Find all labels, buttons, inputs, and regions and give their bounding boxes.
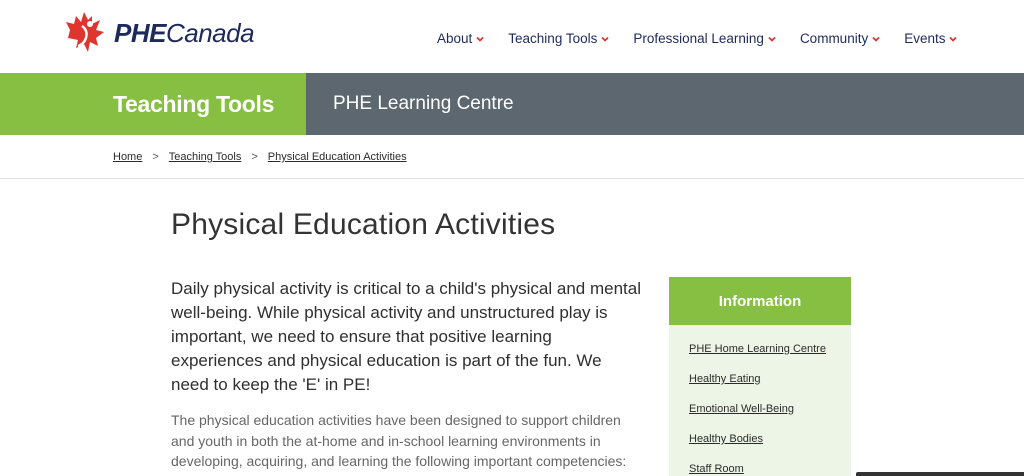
logo-canada: Canada [165, 17, 255, 48]
sidebar-links [669, 325, 851, 476]
nav-about[interactable] [437, 31, 484, 46]
nav-teaching-tools[interactable] [508, 31, 609, 46]
sidebar-link-healthy-bodies[interactable]: Healthy Bodies [689, 433, 763, 445]
breadcrumb-separator: > [251, 151, 258, 163]
nav-professional-learning[interactable] [633, 31, 776, 46]
nav-about-label: About [437, 31, 473, 46]
nav-events[interactable] [904, 31, 957, 46]
breadcrumb-separator: > [152, 151, 159, 163]
maple-leaf-logo-icon [62, 8, 112, 58]
nav-events-label: Events [904, 31, 946, 46]
page-title: Physical Education Activities [171, 208, 556, 241]
logo-wordmark [114, 18, 254, 49]
main-nav [437, 31, 957, 46]
nav-community[interactable] [800, 31, 880, 46]
sidebar-link-emotional-well-being[interactable]: Emotional Well-Being [689, 403, 794, 415]
chevron-down-icon [476, 35, 484, 43]
nav-teaching-tools-label: Teaching Tools [508, 31, 598, 46]
section-banner [0, 73, 1024, 135]
banner-section [0, 73, 306, 135]
site-header [0, 0, 1024, 73]
nav-community-label: Community [799, 31, 869, 46]
chevron-down-icon [601, 35, 609, 43]
sidebar-link-staff-room[interactable]: Staff Room [689, 463, 744, 475]
nav-professional-learning-label: Professional Learning [633, 31, 764, 46]
lead-paragraph: Daily physical activity is critical to a child's physical and mental well-being. While physical activity and unstructured play is important, we need to ensure that positive learning experiences and physical education is part of the fun. We need to keep the 'E' in PE! [171, 279, 641, 394]
logo-phe: PHE [114, 17, 166, 48]
body-paragraph: The physical education activities have been designed to support children and youth in both the at-home and in-school learning environments in developing, acquiring, and learning the following important competencies: [171, 412, 627, 469]
banner-subsection [306, 73, 1024, 135]
breadcrumb-teaching-tools[interactable]: Teaching Tools [168, 151, 242, 163]
breadcrumb-current[interactable]: Physical Education Activities [267, 151, 407, 163]
sidebar-link-home-learning-centre[interactable]: PHE Home Learning Centre [689, 343, 826, 355]
information-sidebar [669, 277, 851, 476]
banner-section-title: Teaching Tools [113, 90, 275, 117]
horizontal-scrollbar[interactable] [856, 472, 1024, 476]
sidebar-title: Information [669, 277, 851, 325]
chevron-down-icon [949, 35, 957, 43]
breadcrumb [0, 135, 1024, 179]
banner-subsection-title: PHE Learning Centre [333, 93, 514, 114]
chevron-down-icon [872, 35, 880, 43]
breadcrumb-home[interactable]: Home [113, 151, 143, 163]
breadcrumb-list [113, 151, 407, 163]
phe-canada-logo[interactable] [62, 8, 254, 58]
chevron-down-icon [768, 35, 776, 43]
sidebar-link-healthy-eating[interactable]: Healthy Eating [689, 373, 761, 385]
